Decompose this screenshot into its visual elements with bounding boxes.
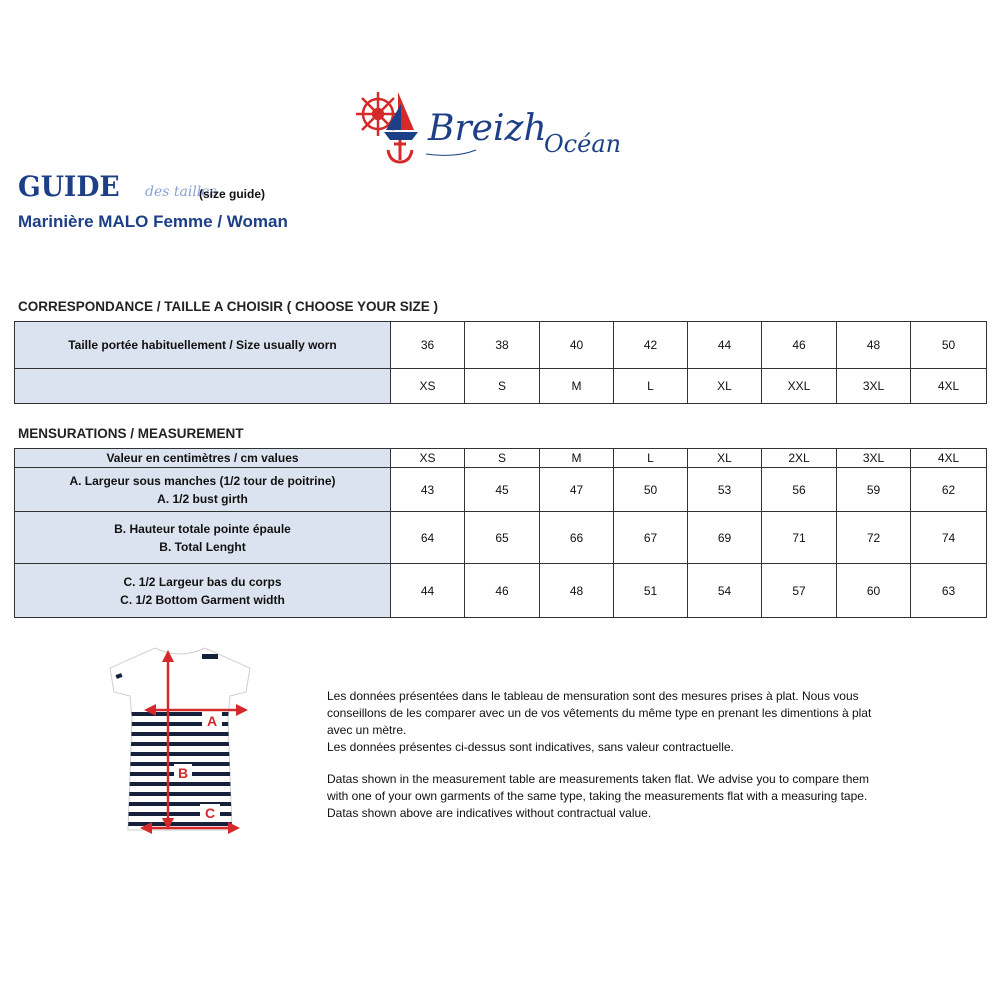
anchor-icon (388, 140, 412, 162)
table-row (15, 468, 987, 512)
cell: 62 (911, 468, 987, 512)
size-header: M (540, 449, 614, 468)
sailboat-icon (384, 92, 418, 140)
cell: 57 (762, 564, 837, 618)
cell: 38 (465, 322, 540, 369)
table-header-row (15, 449, 987, 468)
row-label-empty (15, 369, 391, 404)
row-label-size-worn: Taille portée habituellement / Size usually worn (15, 322, 391, 369)
cell: 36 (391, 322, 465, 369)
label-c: C (204, 805, 216, 821)
size-header: 2XL (762, 449, 837, 468)
note-line: with one of your own garments of the same type, taking the measurements flat with a measuring tape. (327, 789, 868, 803)
header-label: Valeur en centimètres / cm values (15, 449, 391, 468)
cell: 46 (762, 322, 837, 369)
note-french (327, 688, 927, 756)
brand-logo (356, 88, 646, 168)
cell: S (465, 369, 540, 404)
size-header: XS (391, 449, 465, 468)
row-label-bust (15, 468, 391, 512)
cell: 56 (762, 468, 837, 512)
cell: 71 (762, 512, 837, 564)
row-label-en: B. Total Lenght (159, 539, 246, 554)
cell: XL (688, 369, 762, 404)
row-label-en: C. 1/2 Bottom Garment width (120, 592, 285, 607)
size-header: L (614, 449, 688, 468)
guide-english-note: (size guide) (199, 187, 266, 201)
cell: 51 (614, 564, 688, 618)
note-line: conseillons de les comparer avec un de vos vêtements du même type en prenant les dimentions à plat (327, 706, 872, 720)
cell: L (614, 369, 688, 404)
mensurations-title: MENSURATIONS / MEASUREMENT (18, 426, 244, 441)
note-line: Datas shown above are indicatives without contractual value. (327, 806, 652, 820)
cell: 54 (688, 564, 762, 618)
size-header: XL (688, 449, 762, 468)
label-a: A (206, 713, 218, 729)
cell: 48 (540, 564, 614, 618)
cell: XXL (762, 369, 837, 404)
row-label-fr: A. Largeur sous manches (1/2 tour de poitrine) (69, 473, 336, 488)
cell: 3XL (837, 369, 911, 404)
table-row (15, 369, 987, 404)
table-row (15, 564, 987, 618)
cell: 72 (837, 512, 911, 564)
size-header: 4XL (911, 449, 987, 468)
note-line: avec un mètre. (327, 723, 407, 737)
cell: 50 (614, 468, 688, 512)
cell: XS (391, 369, 465, 404)
table-row (15, 322, 987, 369)
mensurations-table (14, 448, 987, 618)
note-line: Les données présentées dans le tableau de mensuration sont des mesures prises à plat. Nous vous (327, 689, 859, 703)
cell: 67 (614, 512, 688, 564)
label-b: B (177, 765, 189, 781)
cell: 74 (911, 512, 987, 564)
cell: 40 (540, 322, 614, 369)
note-english (327, 771, 927, 822)
cell: 44 (391, 564, 465, 618)
cell: 53 (688, 468, 762, 512)
product-title: Marinière MALO Femme / Woman (18, 212, 288, 231)
cell: 48 (837, 322, 911, 369)
cell: 60 (837, 564, 911, 618)
correspondance-table (14, 321, 987, 404)
row-label-length (15, 512, 391, 564)
row-label-fr: B. Hauteur totale pointe épaule (114, 521, 291, 536)
cell: 46 (465, 564, 540, 618)
cell: 69 (688, 512, 762, 564)
size-header: 3XL (837, 449, 911, 468)
note-line: Les données présentes ci-dessus sont indicatives, sans valeur contractuelle. (327, 740, 734, 754)
brand-name-part2: Océan (544, 130, 622, 158)
cell: 47 (540, 468, 614, 512)
row-label-fr: C. 1/2 Largeur bas du corps (123, 574, 282, 589)
row-label-en: A. 1/2 bust girth (157, 491, 248, 506)
cell: 50 (911, 322, 987, 369)
note-line: Datas shown in the measurement table are measurements taken flat. We advise you to compare them (327, 772, 870, 786)
guide-heading: GUIDE (18, 170, 120, 203)
cell: 64 (391, 512, 465, 564)
cell: 66 (540, 512, 614, 564)
cell: 42 (614, 322, 688, 369)
correspondance-title: CORRESPONDANCE / TAILLE A CHOISIR ( CHOOSE YOUR SIZE ) (18, 299, 439, 314)
table-row (15, 512, 987, 564)
guide-subtitle: des tailles (145, 184, 217, 200)
brand-name-part1: Breizh (428, 108, 547, 149)
cell: 65 (465, 512, 540, 564)
row-label-bottom-width (15, 564, 391, 618)
cell: 59 (837, 468, 911, 512)
cell: 44 (688, 322, 762, 369)
cell: M (540, 369, 614, 404)
size-header: S (465, 449, 540, 468)
cell: 45 (465, 468, 540, 512)
cell: 63 (911, 564, 987, 618)
cell: 4XL (911, 369, 987, 404)
cell: 43 (391, 468, 465, 512)
shirt-measurement-diagram (100, 640, 260, 845)
